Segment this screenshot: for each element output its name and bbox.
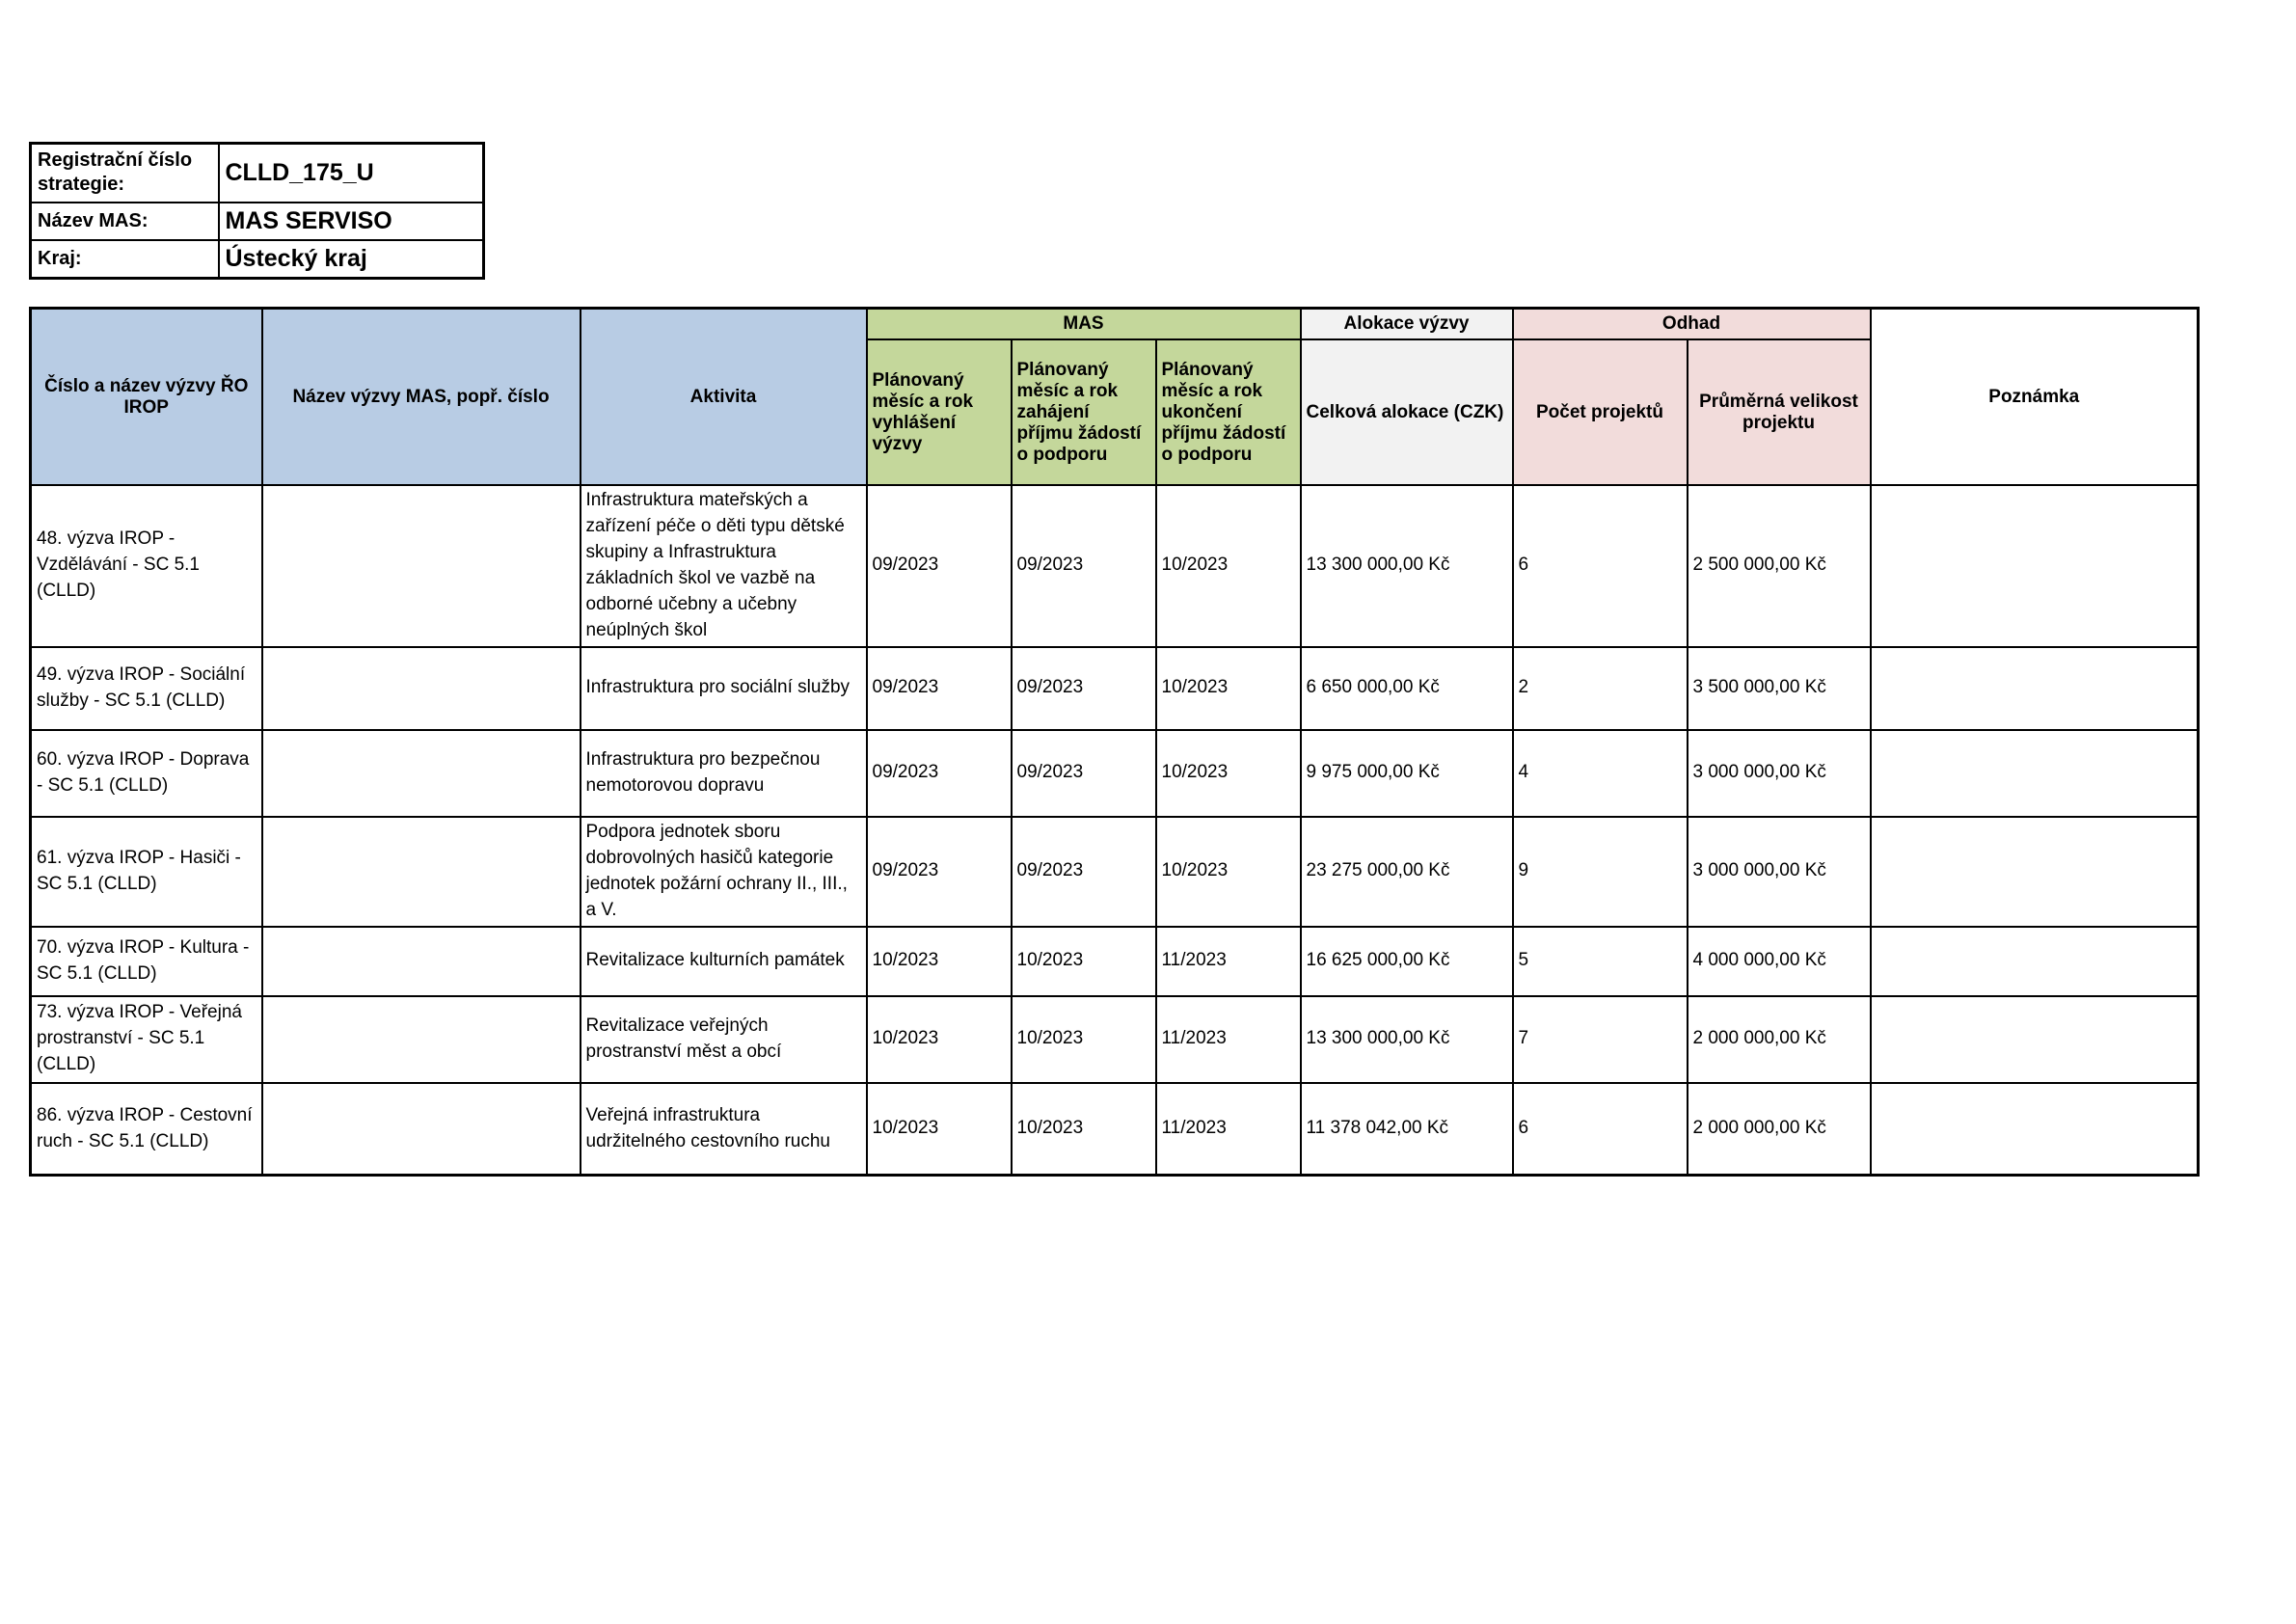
cell-zahajeni: 09/2023: [1012, 647, 1156, 730]
cell-nazev-vyzvy-mas: [262, 485, 581, 647]
cell-vyhlaseni: 10/2023: [867, 1083, 1012, 1176]
table-row: [31, 730, 2199, 817]
cell-aktivita: Podpora jednotek sboru dobrovolných hasičů kategorie jednotek požární ochrany II., III., a V.: [581, 817, 867, 927]
cell-poznamka: [1871, 817, 2199, 927]
cell-vyhlaseni: 10/2023: [867, 927, 1012, 996]
cell-pocet-projektu: 5: [1513, 927, 1688, 996]
cell-ukonceni: 11/2023: [1156, 1083, 1301, 1176]
group-header-mas: MAS: [867, 309, 1301, 340]
cell-zahajeni: 10/2023: [1012, 996, 1156, 1083]
group-header-odhad: Odhad: [1513, 309, 1871, 340]
cell-pocet-projektu: 7: [1513, 996, 1688, 1083]
header-planovany-vyhlaseni: Plánovaný měsíc a rok vyhlášení výzvy: [867, 339, 1012, 485]
cell-cislo-nazev: 86. výzva IROP - Cestovní ruch - SC 5.1 (CLLD): [31, 1083, 262, 1176]
cell-zahajeni: 09/2023: [1012, 485, 1156, 647]
cell-cislo-nazev: 61. výzva IROP - Hasiči - SC 5.1 (CLLD): [31, 817, 262, 927]
info-value-registracni-cislo: CLLD_175_U: [219, 144, 484, 203]
cell-poznamka: [1871, 730, 2199, 817]
cell-pocet-projektu: 6: [1513, 1083, 1688, 1176]
info-value-nazev-mas: MAS SERVISO: [219, 203, 484, 240]
main-table: [29, 307, 2200, 1177]
cell-aktivita: Infrastruktura pro sociální služby: [581, 647, 867, 730]
header-poznamka: Poznámka: [1871, 309, 2199, 486]
info-row: [31, 203, 484, 240]
header-prumerna-velikost: Průměrná velikost projektu: [1688, 339, 1871, 485]
cell-cislo-nazev: 73. výzva IROP - Veřejná prostranství - SC 5.1 (CLLD): [31, 996, 262, 1083]
cell-pocet-projektu: 6: [1513, 485, 1688, 647]
header-celkova-alokace: Celková alokace (CZK): [1301, 339, 1513, 485]
cell-prumerna-velikost: 3 000 000,00 Kč: [1688, 730, 1871, 817]
cell-poznamka: [1871, 996, 2199, 1083]
cell-vyhlaseni: 10/2023: [867, 996, 1012, 1083]
cell-nazev-vyzvy-mas: [262, 817, 581, 927]
cell-nazev-vyzvy-mas: [262, 996, 581, 1083]
cell-vyhlaseni: 09/2023: [867, 485, 1012, 647]
cell-prumerna-velikost: 3 500 000,00 Kč: [1688, 647, 1871, 730]
cell-pocet-projektu: 4: [1513, 730, 1688, 817]
header-nazev-vyzvy-mas: Název výzvy MAS, popř. číslo: [262, 309, 581, 486]
header-pocet-projektu: Počet projektů: [1513, 339, 1688, 485]
cell-poznamka: [1871, 1083, 2199, 1176]
info-label-nazev-mas: Název MAS:: [31, 203, 219, 240]
cell-celkova-alokace: 6 650 000,00 Kč: [1301, 647, 1513, 730]
cell-celkova-alokace: 11 378 042,00 Kč: [1301, 1083, 1513, 1176]
cell-prumerna-velikost: 2 500 000,00 Kč: [1688, 485, 1871, 647]
cell-vyhlaseni: 09/2023: [867, 730, 1012, 817]
cell-aktivita: Revitalizace veřejných prostranství měst a obcí: [581, 996, 867, 1083]
info-row: [31, 144, 484, 203]
cell-cislo-nazev: 48. výzva IROP - Vzdělávání - SC 5.1 (CLLD): [31, 485, 262, 647]
cell-zahajeni: 10/2023: [1012, 1083, 1156, 1176]
cell-nazev-vyzvy-mas: [262, 1083, 581, 1176]
table-row: [31, 927, 2199, 996]
cell-ukonceni: 10/2023: [1156, 817, 1301, 927]
cell-ukonceni: 10/2023: [1156, 647, 1301, 730]
cell-celkova-alokace: 13 300 000,00 Kč: [1301, 485, 1513, 647]
cell-zahajeni: 09/2023: [1012, 730, 1156, 817]
cell-zahajeni: 09/2023: [1012, 817, 1156, 927]
cell-ukonceni: 10/2023: [1156, 730, 1301, 817]
group-header-alokace-vyzvy: Alokace výzvy: [1301, 309, 1513, 340]
table-row: [31, 817, 2199, 927]
cell-nazev-vyzvy-mas: [262, 927, 581, 996]
cell-aktivita: Infrastruktura pro bezpečnou nemotorovou dopravu: [581, 730, 867, 817]
cell-pocet-projektu: 2: [1513, 647, 1688, 730]
info-row: [31, 240, 484, 279]
cell-pocet-projektu: 9: [1513, 817, 1688, 927]
cell-celkova-alokace: 13 300 000,00 Kč: [1301, 996, 1513, 1083]
cell-prumerna-velikost: 2 000 000,00 Kč: [1688, 1083, 1871, 1176]
cell-prumerna-velikost: 3 000 000,00 Kč: [1688, 817, 1871, 927]
header-aktivita: Aktivita: [581, 309, 867, 486]
cell-nazev-vyzvy-mas: [262, 647, 581, 730]
cell-ukonceni: 11/2023: [1156, 927, 1301, 996]
cell-cislo-nazev: 49. výzva IROP - Sociální služby - SC 5.1 (CLLD): [31, 647, 262, 730]
header-cislo-nazev-vyzvy: Číslo a název výzvy ŘO IROP: [31, 309, 262, 486]
info-label-kraj: Kraj:: [31, 240, 219, 279]
info-value-kraj: Ústecký kraj: [219, 240, 484, 279]
cell-poznamka: [1871, 485, 2199, 647]
cell-prumerna-velikost: 4 000 000,00 Kč: [1688, 927, 1871, 996]
table-row: [31, 647, 2199, 730]
header-planovany-ukonceni: Plánovaný měsíc a rok ukončení příjmu žádostí o podporu: [1156, 339, 1301, 485]
info-label-registracni-cislo: Registrační číslo strategie:: [31, 144, 219, 203]
table-row: [31, 1083, 2199, 1176]
cell-aktivita: Veřejná infrastruktura udržitelného cestovního ruchu: [581, 1083, 867, 1176]
cell-vyhlaseni: 09/2023: [867, 647, 1012, 730]
cell-cislo-nazev: 60. výzva IROP - Doprava - SC 5.1 (CLLD): [31, 730, 262, 817]
table-row: [31, 996, 2199, 1083]
cell-vyhlaseni: 09/2023: [867, 817, 1012, 927]
header-planovany-zahajeni: Plánovaný měsíc a rok zahájení příjmu žádostí o podporu: [1012, 339, 1156, 485]
cell-ukonceni: 11/2023: [1156, 996, 1301, 1083]
cell-ukonceni: 10/2023: [1156, 485, 1301, 647]
info-table: [29, 142, 485, 280]
cell-aktivita: Revitalizace kulturních památek: [581, 927, 867, 996]
cell-celkova-alokace: 9 975 000,00 Kč: [1301, 730, 1513, 817]
cell-prumerna-velikost: 2 000 000,00 Kč: [1688, 996, 1871, 1083]
cell-cislo-nazev: 70. výzva IROP - Kultura - SC 5.1 (CLLD): [31, 927, 262, 996]
cell-celkova-alokace: 23 275 000,00 Kč: [1301, 817, 1513, 927]
cell-poznamka: [1871, 927, 2199, 996]
cell-zahajeni: 10/2023: [1012, 927, 1156, 996]
cell-celkova-alokace: 16 625 000,00 Kč: [1301, 927, 1513, 996]
table-row: [31, 485, 2199, 647]
cell-nazev-vyzvy-mas: [262, 730, 581, 817]
cell-aktivita: Infrastruktura mateřských a zařízení péče o děti typu dětské skupiny a Infrastruktura základních škol ve vazbě na odborné učebny a učebny neúplných škol: [581, 485, 867, 647]
cell-poznamka: [1871, 647, 2199, 730]
group-header-row: [31, 309, 2199, 340]
